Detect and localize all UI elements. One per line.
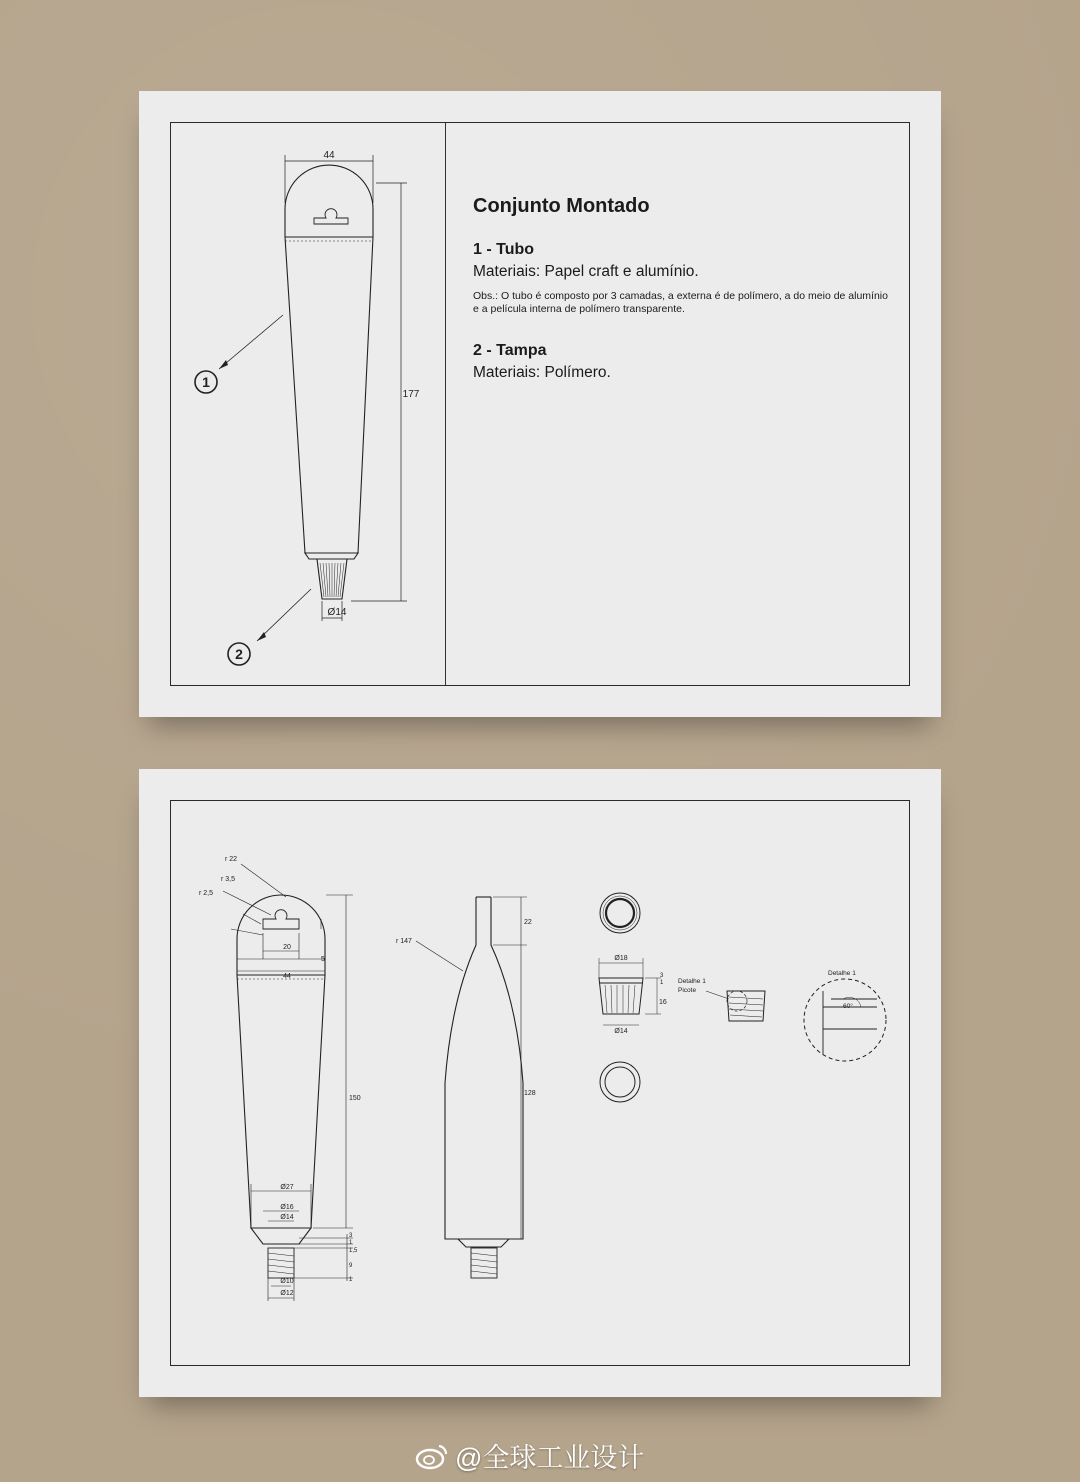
cap-section [706,979,886,1061]
dim-width-label: 44 [323,150,335,161]
watermark-text: @全球工业设计 [455,1443,645,1473]
label-picote: Picote [678,987,697,994]
label-angle: 60° [843,1003,853,1010]
detail-sheet [139,769,941,1397]
label-cap-height: 16 [659,999,667,1006]
label-neck-5: 1 [349,1277,353,1283]
label-detail: Detalhe 1 [678,978,706,985]
leader-1 [219,315,283,369]
label-d-thread-inner: Ø10 [280,1278,294,1285]
label-r-small: r 2,5 [199,890,214,897]
cap-bottom-outer [600,1062,640,1102]
label-slot-height: 5 [321,956,325,963]
tube-outline [285,165,373,553]
label-cap-top: Ø18 [614,955,628,962]
assembly-sheet [139,91,941,717]
drawing-frame [170,800,910,1366]
label-d-base: Ø27 [280,1184,294,1191]
label-d-thread-outer: Ø12 [280,1290,294,1297]
cap-views [599,893,661,1102]
label-slot-width: 20 [283,944,291,951]
label-side-top: 22 [524,919,532,926]
label-side-height: 128 [524,1090,536,1097]
label-neck-3: 1,5 [349,1248,358,1254]
label-detail-title: Detalhe 1 [828,970,856,977]
label-cap-h-a: 3 [660,973,664,979]
label-width: 44 [283,973,291,980]
label-neck-1: 3 [349,1233,353,1239]
dim-height [351,183,407,601]
detail-circle [804,979,886,1061]
front-neck [251,1228,311,1244]
dim-height-label: 177 [402,389,420,400]
label-r-top: r 22 [225,856,238,863]
label-r-hole: r 3,5 [221,876,236,883]
label-cap-h-b: 1 [660,980,664,986]
item-2-heading: 2 - Tampa [473,342,547,359]
label-d-neck-inner: Ø14 [280,1214,294,1221]
label-neck-2: 1 [349,1240,353,1246]
sheet-title: Conjunto Montado [473,195,650,217]
side-profile [445,897,523,1239]
cap-bottom-inner [605,1067,635,1097]
weibo-watermark [415,1436,644,1475]
callout-2: 2 [235,646,243,662]
label-side-radius: r 147 [396,938,412,945]
weibo-icon [415,1442,449,1470]
item-1-obs: Obs.: O tubo é composto por 3 camadas, a externa é de polímero, a do meio de alumínio e a película interna de polímero transparente. [473,290,888,315]
label-cap-bottom: Ø14 [614,1028,628,1035]
front-view [223,864,353,1301]
front-hang-hole [263,910,299,929]
hang-hole [314,209,348,224]
label-neck-4: 9 [349,1263,353,1269]
item-1-heading: 1 - Tubo [473,241,535,258]
callout-1: 1 [202,374,210,390]
item-1-materials: Materiais: Papel craft e alumínio. [473,263,699,280]
front-tube-outline [237,895,325,1228]
side-view [416,897,527,1278]
drawing-frame [170,122,910,686]
dim-cap-label: Ø14 [327,607,347,618]
cap-ridges [320,563,344,597]
item-2-materials: Materiais: Polímero. [473,364,611,381]
cap-top-inner [606,899,634,927]
dim-width [285,155,373,203]
tube-neck [305,553,358,559]
label-d-neck: Ø16 [280,1204,294,1211]
side-neck [458,1239,509,1247]
label-height: 150 [349,1095,361,1102]
component-drawings [171,801,911,1367]
leader-2 [257,589,311,641]
